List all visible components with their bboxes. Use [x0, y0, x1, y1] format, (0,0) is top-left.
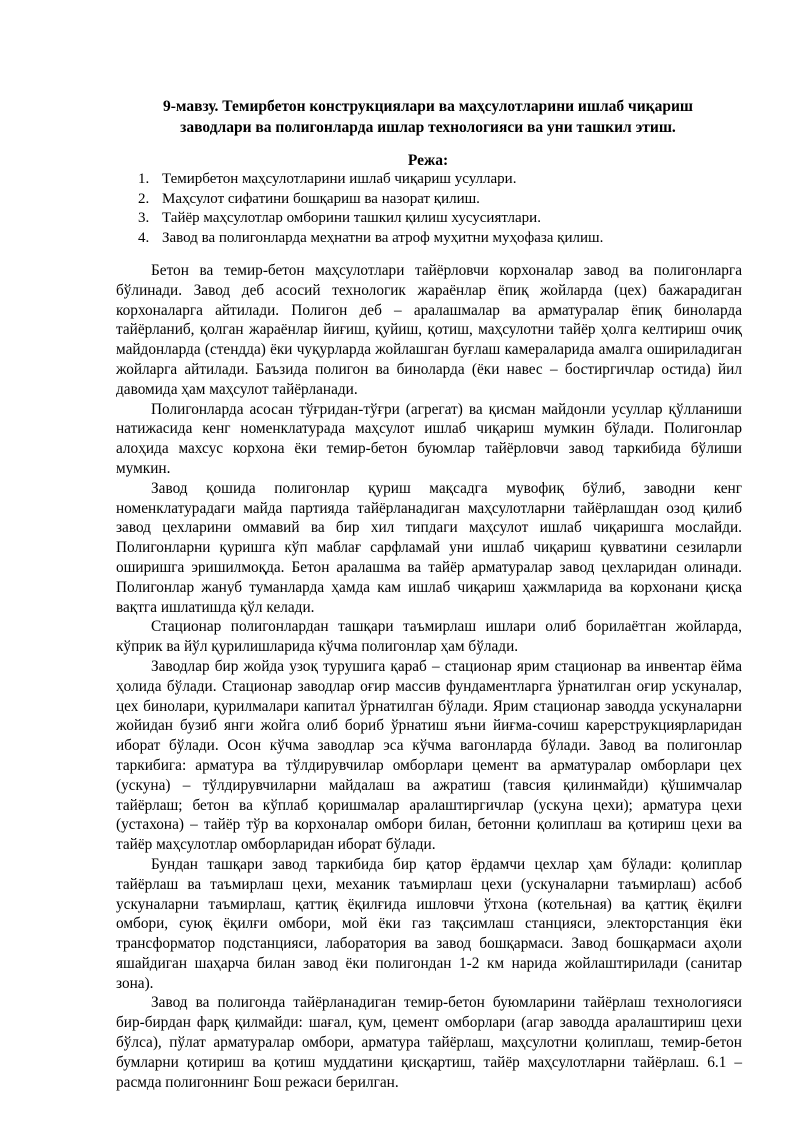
body-paragraph: Заводлар бир жойда узоқ турушига қараб – стационар ярим стационар ва инвентар ёйма ҳолида бўлади. Стационар заводлар оғир массив фундаментларга ўрнатилган оғир ускуналар, цех бинолари, қурилмалари капитал ўрнатилган бўлади. Ярим стационар заводда ускуналарни жойидан бузиб янги жойга олиб бориб ўрнатиш яъни йиғма-сочиш карерструкциярларидан иборат бўлади. Осон кўчма заводлар эса кўчма вагонларда бўлади. Завод ва полигонлар таркибига: арматура ва тўлдирувчилар омборлари цемент ва арматуралар омборлари цех (ускуна) – тўлдирувчиларни майдалаш ва ажратиш (тавсия қилинмайди) қўшимчалар тайёрлаш; бетон ва кўплаб қоришмалар аралаштиргичлар (ускуна цехи); арматура цехи (устахона) – тайёр тўр ва корхоналар омбори билан, бетонни қолиплаш ва қотириш цехи ва тайёр маҳсулотлар омборларидан иборат бўлади.	[116, 657, 742, 854]
plan-item	[138, 209, 758, 229]
plan-item-number: 3.	[138, 210, 150, 227]
body-paragraph: Завод қошида полигонлар қуриш мақсадга мувофиқ бўлиб, заводни кенг номенклатурадаги майда партияда тайёрланадиган маҳсулотларни тайёрлашдан озод қилиб завод цехларини оммавий ва бир хил типдаги маҳсулот ишлаб чиқаришга мослайди. Полигонларни қуришга кўп маблағ сарфламай уни ишлаб чиқариш қувватини сезиларли оширишга эришилмоқда. Бетон аралашма ва тайёр арматуралар завод цехларидан олинади. Полигонлар жануб туманларда ҳамда кам ишлаб чиқариш ҳажмларида ва корхонани қисқа вақтга ишлатишда қўл келади.	[116, 479, 742, 616]
plan-item	[138, 190, 758, 210]
body-paragraph: Бетон ва темир-бетон маҳсулотлари тайёрловчи корхоналар завод ва полигонларга бўлинади. Завод деб асосий технологик жараёнлар ёпиқ жойларда (цех) бажарадиган корхоналарга айтилади. Полигон деб – аралашмалар ва арматуралар ёпиқ биноларда тайёрланиб, қолган жараёнлар йиғиш, қуйиш, қотиш, маҳсулотни тайёр ҳолга келтириш очиқ майдонларда (стендда) ёки чуқурларда жойлашган буғлаш камераларида амалга ошириладиган жойларга айтилади. Баъзида полигон ва биноларда (ёки навес – бостиргичлар остида) йил давомида ҳам маҳсулот тайёрланади.	[116, 262, 742, 398]
plan-item-text: Тайёр маҳсулотлар омборини ташкил қилиш хусусиятлари.	[162, 210, 541, 227]
body-paragraph: Стационар полигонлардан ташқари таъмирлаш ишлари олиб борилаётган жойларда, кўприк ва йўл қурилишларида кўчма полигонлар ҳам бўлади.	[116, 618, 742, 656]
plan-list	[138, 170, 758, 249]
body-paragraph: Завод ва полигонда тайёрланадиган темир-бетон буюмларини тайёрлаш технологияси бир-бирдан фарқ қилмайди: шағал, қум, цемент омборлари (агар заводда аралаштириш цехи бўлса), пўлат арматуралар омбори, арматура тайёрлаш, маҳсулотни қолиплаш, темир-бетон бумларни қотириш ва қотиш муддатини қисқартиш, тайёр маҳсулотларни тайёрлаш. 6.1 – расмда полигоннинг Бош режаси берилган.	[116, 994, 742, 1091]
body-paragraph: Полигонларда асосан тўғридан-тўғри (агрегат) ва қисман майдонли усуллар қўлланиши натижасида кенг номенклатурада маҳсулот ишлаб чиқариш мумкин бўлади. Полигонлар алоҳида махсус корхона ёки темир-бетон буюмлар тайёрловчи завод таркибида бўлиши мумкин.	[116, 400, 742, 477]
plan-item	[138, 170, 758, 190]
plan-item	[138, 229, 758, 249]
plan-item-number: 4.	[138, 230, 150, 247]
plan-item-text: Темирбетон маҳсулотларини ишлаб чиқариш усуллари.	[162, 171, 517, 187]
plan-heading: Режа:	[407, 152, 449, 169]
plan-item-number: 2.	[138, 190, 150, 207]
title-line-1: 9-мавзу. Темирбетон конструкциялари ва маҳсулотларини ишлаб чиқариш	[162, 98, 694, 115]
body-paragraph: Бундан ташқари завод таркибида бир қатор ёрдамчи цехлар ҳам бўлади: қолиплар тайёрлаш ва таъмирлаш цехи, механик таъмирлаш цехи (ускуналарни таъмирлаш) асбоб ускуналарни таъмирлаш, қаттиқ ёқилғида ишловчи ўтхона (котельная) ва қаттиқ ёқилғи омбори, суюқ ёқилғи омбори, мой ёки газ тақсимлаш станцияси, электорстанция ёки трансформатор подстанцияси, лаборатория ва завод бошқармаси. Завод бошқармаси аҳоли яшайдиган шаҳарча билан завод ёки полигондан 1-2 км нарида жойлаштирилади (санитар зона).	[116, 855, 742, 992]
title-line-2: заводлари ва полигонларда ишлар технологияси ва уни ташкил этиш.	[180, 119, 676, 136]
document-body	[116, 261, 742, 1092]
plan-item-text: Завод ва полигонларда меҳнатни ва атроф муҳитни муҳофаза қилиш.	[162, 230, 604, 247]
plan-item-text: Маҳсулот сифатини бошқариш ва назорат қилиш.	[162, 190, 480, 207]
document-title	[115, 96, 741, 138]
plan-item-number: 1.	[138, 171, 150, 187]
